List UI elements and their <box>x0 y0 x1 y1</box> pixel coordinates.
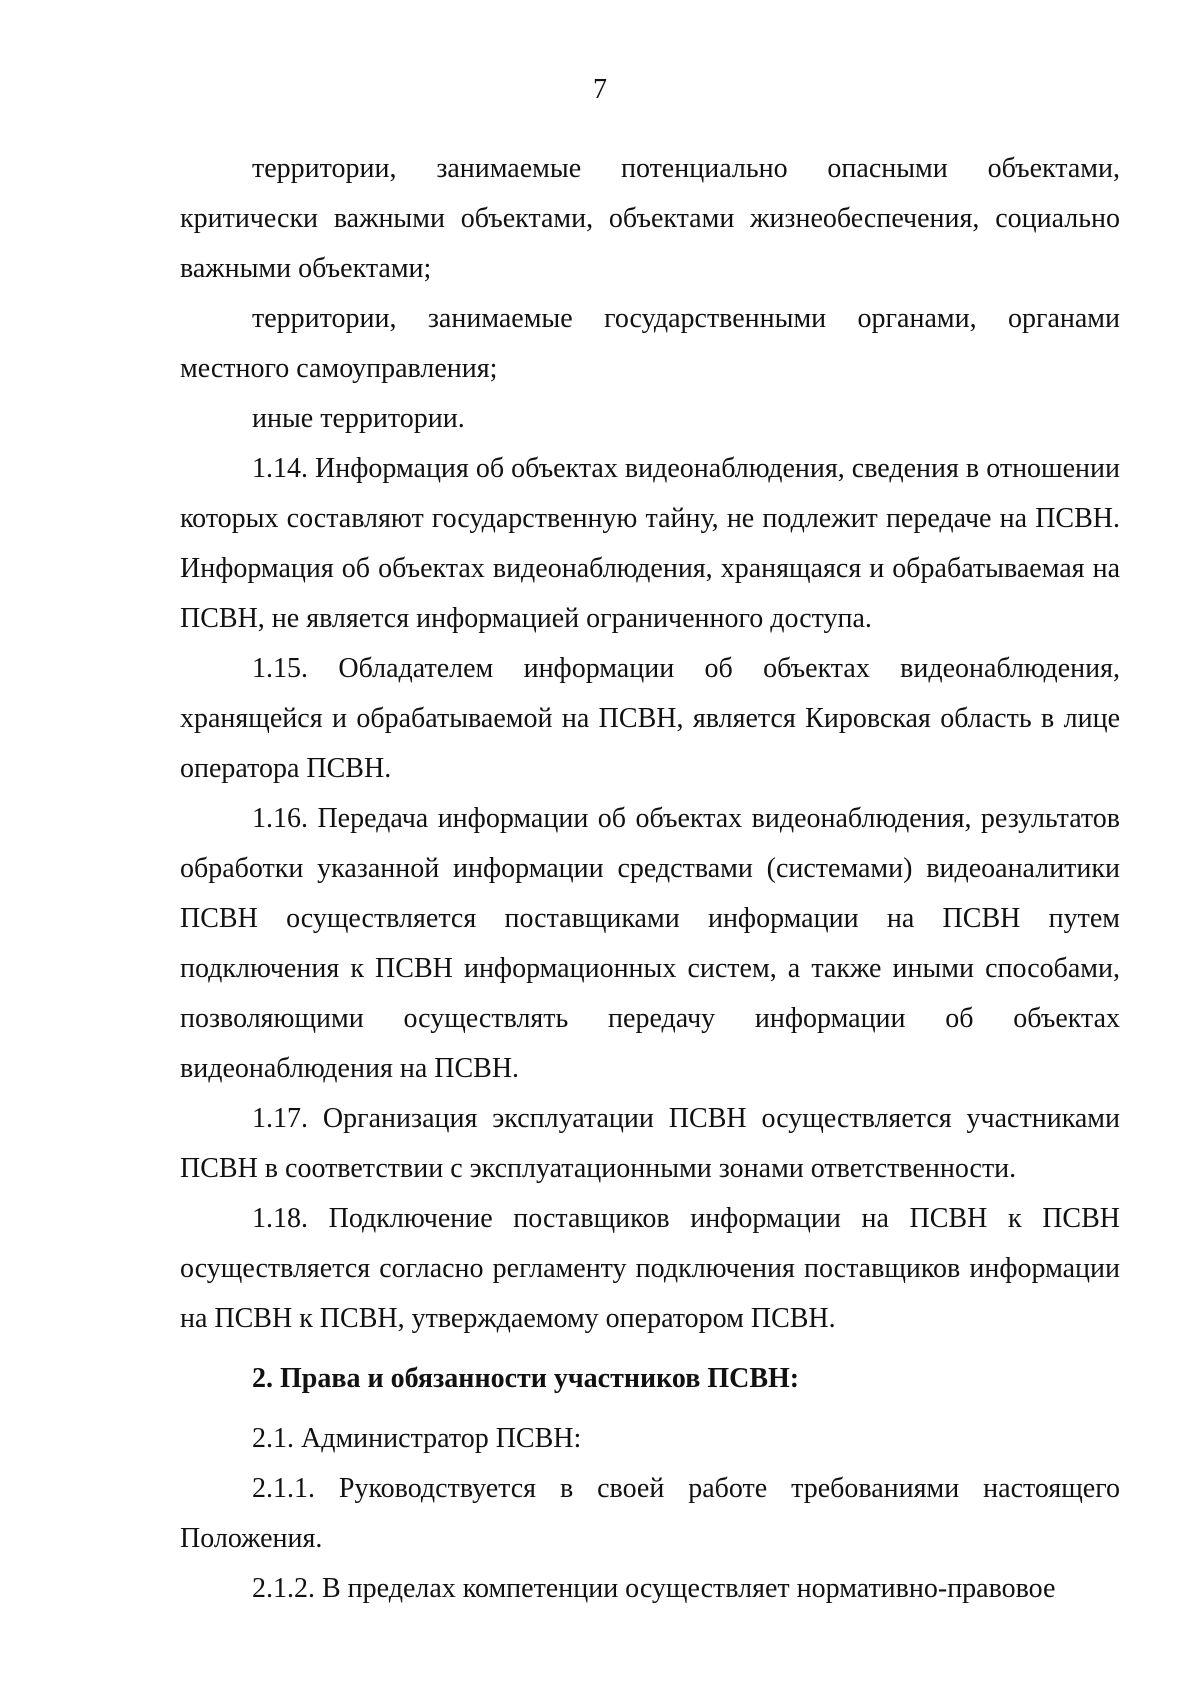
paragraph-1-15: 1.15. Обладателем информации об объектах видеонаблюдения, хранящейся и обрабатываемой на ПСВН, является Кировская область в лице оператора ПСВН. <box>180 653 1120 784</box>
paragraph-2-1-1: 2.1.1. Руководствуется в своей работе требованиями настоящего Положения. <box>180 1473 1120 1554</box>
paragraph-territories-government: территории, занимаемые государственными органами, органами местного самоуправления; <box>180 303 1120 384</box>
paragraph-2-1: 2.1. Администратор ПСВН: <box>252 1423 582 1454</box>
paragraph-other-territories: иные территории. <box>252 403 465 434</box>
document-body <box>180 144 1120 1614</box>
page-number: 7 <box>593 74 607 105</box>
paragraph-1-14: 1.14. Информация об объектах видеонаблюдения, сведения в отношении которых составляют государственную тайну, не подлежит передаче на ПСВН. Информация об объектах видеонаблюдения, хранящаяся и обрабатываемая на ПСВН, не является информацией ограниченного доступа. <box>180 453 1120 634</box>
paragraph-1-17: 1.17. Организация эксплуатации ПСВН осуществляется участниками ПСВН в соответствии с эксплуатационными зонами ответственности. <box>180 1103 1120 1184</box>
paragraph-2-1-2: 2.1.2. В пределах компетенции осуществляет нормативно-правовое <box>252 1573 1056 1604</box>
paragraph-territories-objects: территории, занимаемые потенциально опасными объектами, критически важными объектами, объектами жизнеобеспечения, социально важными объектами; <box>180 153 1120 284</box>
paragraph-1-18: 1.18. Подключение поставщиков информации на ПСВН к ПСВН осуществляется согласно регламенту подключения поставщиков информации на ПСВН к ПСВН, утверждаемому оператором ПСВН. <box>180 1203 1120 1334</box>
paragraph-1-16: 1.16. Передача информации об объектах видеонаблюдения, результатов обработки указанной информации средствами (системами) видеоаналитики ПСВН осуществляется поставщиками информации на ПСВН путем подключения к ПСВН информационных систем, а также иными способами, позволяющими осуществлять передачу информации об объектах видеонаблюдения на ПСВН. <box>180 803 1120 1084</box>
section-heading-2: 2. Права и обязанности участников ПСВН: <box>252 1363 800 1394</box>
